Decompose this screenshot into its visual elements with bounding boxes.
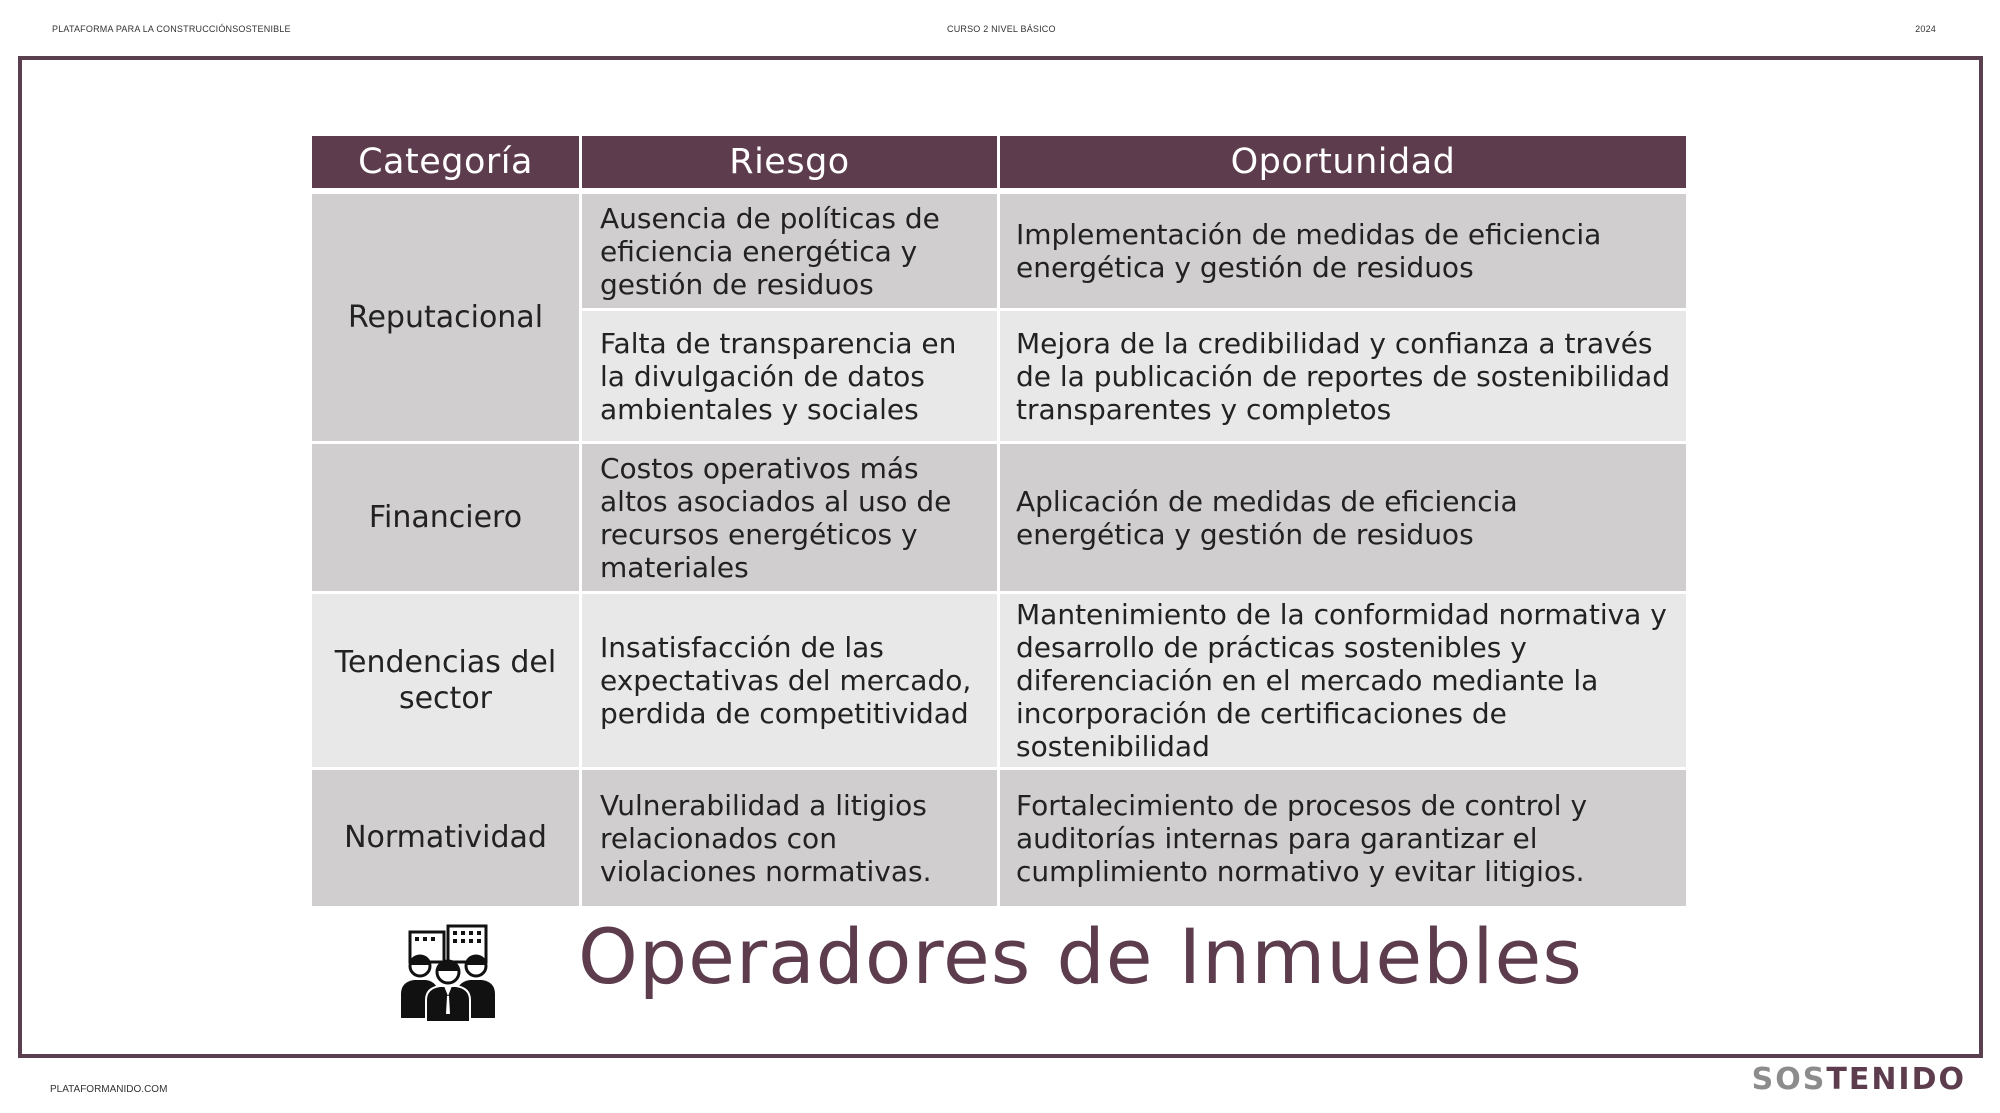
risk-cell: Falta de transparencia en la divulgación de datos ambientales y sociales <box>582 311 1000 444</box>
table-row <box>312 770 1686 909</box>
slide-title: Operadores de Inmuebles <box>578 912 1583 1001</box>
opportunity-cell: Aplicación de medidas de eficiencia energética y gestión de residuos <box>1000 444 1686 594</box>
table-row <box>312 444 1686 594</box>
risk-cell: Ausencia de políticas de eficiencia energética y gestión de residuos <box>582 194 1000 311</box>
column-header-riesgo: Riesgo <box>582 136 1000 194</box>
opportunity-cell: Mantenimiento de la conformidad normativa y desarrollo de prácticas sostenibles y diferenciación en el mercado mediante la incorporación de certificaciones de sostenibilidad <box>1000 594 1686 770</box>
business-people-icon <box>396 922 500 1022</box>
category-cell-normatividad: Normatividad <box>312 770 582 909</box>
header-platform-name: PLATAFORMA PARA LA CONSTRUCCIÓNSOSTENIBLE <box>52 24 291 34</box>
risk-cell: Costos operativos más altos asociados al uso de recursos energéticos y materiales <box>582 444 1000 594</box>
column-header-oportunidad: Oportunidad <box>1000 136 1686 194</box>
table-row <box>312 194 1686 311</box>
column-header-categoria: Categoría <box>312 136 582 194</box>
risk-cell: Insatisfacción de las expectativas del mercado, perdida de competitividad <box>582 594 1000 770</box>
brand-logo: SOSTENIDO <box>1751 1062 1966 1097</box>
footer-url: PLATAFORMANIDO.COM <box>50 1084 168 1095</box>
category-cell-financiero: Financiero <box>312 444 582 594</box>
opportunity-cell: Fortalecimiento de procesos de control y auditorías internas para garantizar el cumplimiento normativo y evitar litigios. <box>1000 770 1686 909</box>
risk-cell: Vulnerabilidad a litigios relacionados con violaciones normativas. <box>582 770 1000 909</box>
opportunity-cell: Mejora de la credibilidad y confianza a través de la publicación de reportes de sostenibilidad transparentes y completos <box>1000 311 1686 444</box>
category-cell-reputacional: Reputacional <box>312 194 582 444</box>
header-course-name: CURSO 2 NIVEL BÁSICO <box>947 24 1056 34</box>
opportunity-cell: Implementación de medidas de eficiencia energética y gestión de residuos <box>1000 194 1686 311</box>
risk-opportunity-table <box>312 136 1686 909</box>
header-year: 2024 <box>1915 24 1936 34</box>
table-row <box>312 594 1686 770</box>
table-header-row <box>312 136 1686 194</box>
category-cell-tendencias: Tendencias del sector <box>312 594 582 770</box>
